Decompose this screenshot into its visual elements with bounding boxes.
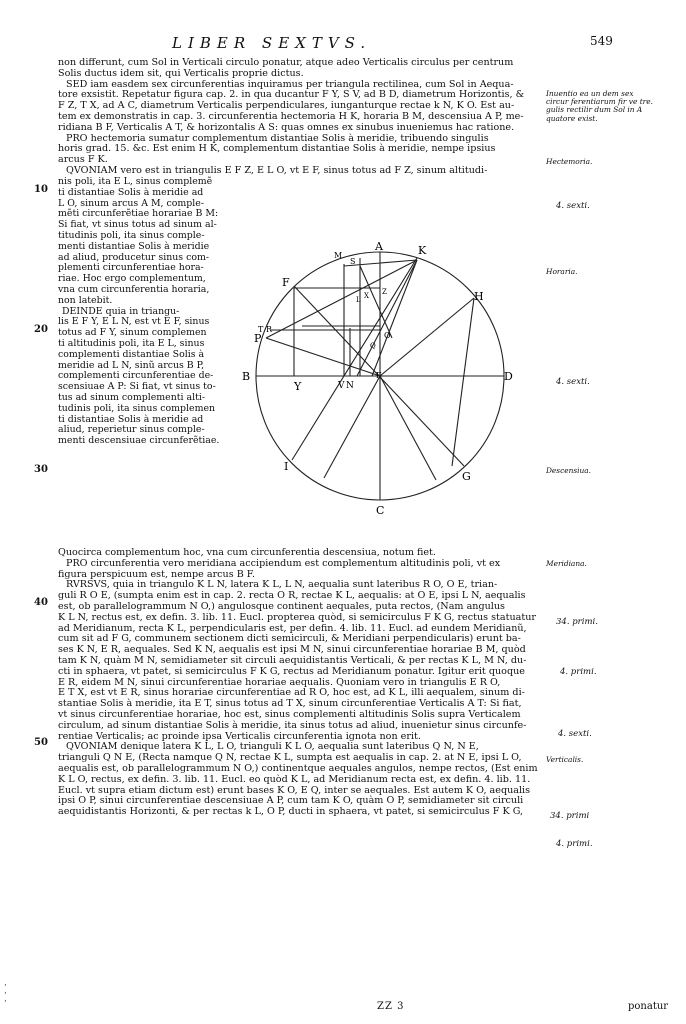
- margin-note: Inuentio ea un dem sex circur ferentiarum fir ve tre. gulis rectilir dum Sol in A quatore exist.: [546, 89, 653, 123]
- line-number: 40: [34, 597, 48, 608]
- catchword: ponatur: [628, 1001, 669, 1012]
- margin-note: 4. primi.: [556, 839, 593, 849]
- text-line: K L O, rectus, ex defin. 3. lib. 11. Eucl. eo quòd K L, ad Meridianum recta est, ex defin. 4. lib. 11.: [58, 773, 531, 785]
- margin-note: 4. sexti.: [556, 377, 590, 387]
- figure-label: S: [350, 257, 356, 266]
- text-line: ridiana B F, Verticalis A T, & horizontalis A S: quas omnes ex sinubus inueniemus hac ratione.: [58, 121, 515, 133]
- figure-label: R: [266, 325, 273, 334]
- text-line: trianguli Q N E, (Recta namque Q N, rectae K L, sumpta est aequalis in cap. 2. at N E, ipsi L O,: [58, 752, 522, 764]
- line-number: 50: [34, 737, 48, 748]
- page-number: 549: [590, 34, 613, 48]
- margin-note: 4. sexti.: [558, 729, 592, 739]
- text-line: E R, eidem M N, sinui circunferentiae horariae aequalis. Quoniam vero in triangulis E R O,: [58, 676, 501, 688]
- text-line: Solis ductus idem sit, qui Verticalis proprie dictus.: [58, 67, 304, 79]
- figure-label: A: [375, 240, 383, 253]
- bottom-text-block: [58, 548, 543, 818]
- text-line: vna cum circunferentia horaria,: [58, 283, 210, 295]
- figure-label: N: [346, 381, 354, 391]
- text-line: ses K N, E R, aequales. Sed K N, aequalis est ipsi M N, sinui circunferentiae horariae B M, quòd: [58, 644, 526, 656]
- figure-label: E: [376, 371, 382, 380]
- figure-label: D: [504, 370, 513, 383]
- text-line: mẽti circunferẽtiae horariae B M:: [58, 208, 219, 220]
- margin-note: Verticalis.: [546, 755, 584, 764]
- figure-label: H: [474, 290, 484, 303]
- text-line: aequalis est, ob parallelogrammum N O,) continentque aequales angulos, nempe rectos, (Est enim: [58, 762, 538, 774]
- text-line: DEINDE quia in triangu-: [62, 305, 180, 317]
- line-number: 30: [34, 464, 48, 475]
- figure-label: X: [364, 292, 369, 300]
- margin-note: Descensiua.: [546, 466, 592, 475]
- text-line: tem ex demonstratis in cap. 3. circunferentia hectemoria H K, horaria B M, descensiua A P, me-: [58, 110, 524, 122]
- text-line: ti distantiae Solis à meridie ad: [58, 186, 204, 198]
- text-line: plementi circunferentiae hora-: [58, 262, 204, 274]
- text-line: riae. Hoc ergo complementum,: [58, 273, 206, 285]
- text-line: circulum, ad sinum distantiae Solis à meridie, ita sinus totus ad aliud, inuenietur sinus circunfe-: [58, 719, 527, 731]
- figure-label: Y: [294, 380, 302, 393]
- text-line: nis poli, ita E L, sinus complemẽ: [58, 176, 213, 187]
- figure-label: M: [334, 251, 343, 260]
- text-line: cum sit ad F G, communem sectionem dicti semicirculi, & Meridiani perpendicularis) erunt ba-: [58, 633, 521, 645]
- text-line: ipsi O P, sinui circunferentiae descensiuae A P, cum tam K O, quàm O P, semidiameter sit circuli: [58, 795, 524, 807]
- text-line: est, ob parallelogrammum N O,) angulosque continent aequales, puta rectos, (Nam angulus: [58, 600, 505, 612]
- top-text-block: [58, 58, 543, 177]
- figure-label: C: [376, 504, 385, 517]
- text-line: lis E F Y, E L N, est vt E F, sinus: [58, 316, 210, 328]
- scan-specks: · · ·: [4, 981, 7, 1007]
- line-number: 10: [34, 184, 48, 195]
- text-line: non latebit.: [58, 294, 113, 306]
- text-line: scensiuae A P: Si fiat, vt sinus to-: [58, 381, 216, 393]
- margin-note: Hectemoria.: [546, 157, 593, 166]
- text-line: E T X, est vt E R, sinus horariae circunferentiae ad R O, hoc est, ad K L, illi aequalem, sinum di-: [58, 687, 525, 699]
- signature-mark: ZZ 3: [377, 1001, 405, 1012]
- figure-label: F: [282, 276, 290, 289]
- text-line: figura perspicuum est, nempe arcus B F.: [58, 568, 256, 580]
- text-line: stantiae Solis à meridie, ita E T, sinus totus ad T X, sinum circunferentiae Verticalis A T: Si fiat,: [58, 698, 522, 710]
- text-line: rentiae Verticalis; ac proinde ipsa Verticalis circunferentia ignota non erit.: [58, 730, 421, 742]
- text-line: ad aliud, producetur sinus com-: [58, 251, 210, 263]
- figure-label: Q: [370, 342, 376, 350]
- text-line: ti altitudinis poli, ita E L, sinus: [58, 337, 205, 349]
- text-line: meridie ad L N, sinũ arcus B P,: [58, 359, 205, 371]
- figure-labels: [242, 240, 513, 517]
- margin-note: Horaria.: [546, 267, 578, 276]
- geometric-figure: [232, 238, 522, 518]
- text-line: vt sinus circunferentiae horariae, hoc est, sinus complementi altitudinis Solis supra Verticalem: [58, 708, 521, 720]
- text-line: tam K N, quàm M N, semidiameter sit circuli aequidistantis Verticali, & per rectas K L, M N, du-: [58, 654, 527, 666]
- text-line: K L N, rectus est, ex defin. 3. lib. 11. Eucl. propterea quòd, si semicirculus F K G, rectus statuatur: [58, 611, 536, 623]
- text-line: non differunt, cum Sol in Verticali circulo ponatur, atque adeo Verticalis circulus per centrum: [58, 57, 514, 68]
- book-title: LIBER SEXTVS.: [172, 34, 372, 52]
- text-line: L O, sinum arcus A M, comple-: [58, 197, 205, 209]
- figure-label: T: [258, 325, 264, 334]
- figure-label: G: [462, 470, 471, 483]
- line-HG: [452, 298, 474, 466]
- text-line: QVONIAM denique latera K L, L O, trianguli K L O, aequalia sunt lateribus Q N, N E,: [66, 741, 479, 753]
- text-line: tudinis poli, ita sinus complemen: [58, 402, 216, 414]
- text-line: RVRSVS, quia in triangulo K L N, latera K L, L N, aequalia sunt lateribus R O, O E, trian-: [66, 579, 498, 591]
- text-line: PRO hectemoria sumatur complementum distantiae Solis à meridie, tribuendo singulis: [66, 132, 489, 144]
- figure-label: P: [254, 332, 262, 345]
- left-column-text: [58, 177, 224, 447]
- text-line: aequidistantis Horizonti, & per rectas k L, O P, ducti in sphaera, vt patet, si semicirculus F K G,: [58, 806, 524, 818]
- text-line: Quocirca complementum hoc, vna cum circunferentia descensiua, notum fiet.: [58, 547, 436, 558]
- text-line: cti in sphaera, vt patet, si semicirculus F K G, rectus ad Meridianum ponatur. Igitur erit quoque: [58, 665, 525, 677]
- text-line: menti distantiae Solis à meridie: [58, 240, 210, 252]
- text-line: ti distantiae Solis à meridie ad: [58, 413, 204, 425]
- text-line: ad Meridianum, recta K L, perpendicularis est, per defin. 4. lib. 11. Eucl. ad eundem Meridianũ,: [58, 622, 527, 634]
- text-line: Si fiat, vt sinus totus ad sinum al-: [58, 219, 217, 231]
- margin-note: Meridiana.: [546, 559, 587, 568]
- margin-note: 4. sexti.: [556, 201, 590, 211]
- margin-note: 34. primi: [550, 811, 590, 821]
- text-line: menti descensiuae circunferẽtiae.: [58, 435, 220, 447]
- text-line: guli R O E, (sumpta enim est in cap. 2. recta O R, rectae K L, aequalis: at O E, ipsi L N, aequalis: [58, 590, 526, 602]
- figure-label: I: [284, 460, 289, 473]
- margin-note: 4. primi.: [560, 667, 597, 677]
- figure-label: K: [418, 244, 427, 257]
- text-line: SED iam easdem sex circunferentias inquiramus per triangula rectilinea, cum Sol in Aequa-: [66, 78, 514, 90]
- figure-label: L: [356, 296, 361, 304]
- text-line: QVONIAM vero est in triangulis E F Z, E L O, vt E F, sinus totus ad F Z, sinum altitudi-: [66, 164, 488, 176]
- text-line: F Z, T X, ad A C, diametrum Verticalis perpendiculares, iunganturque rectae k N, K O. Est au-: [58, 100, 515, 112]
- figure-label: O: [384, 331, 391, 340]
- text-line: complementi distantiae Solis à: [58, 348, 205, 360]
- text-line: aliud, reperietur sinus comple-: [58, 424, 205, 436]
- running-head: [0, 34, 686, 54]
- text-line: horis grad. 15. &c. Est enim H K, complementum distantiae Solis à meridie, nempe ipsius: [58, 143, 496, 155]
- text-line: Eucl. vt supra etiam dictum est) erunt bases K O, E Q, inter se aequales. Est autem K O, aequalis: [58, 784, 531, 796]
- text-line: tore exsistit. Repetatur figura cap. 2. in qua ducantur F Y, S V, ad B D, diametrum Horizontis, &: [58, 89, 525, 101]
- text-line: tus ad sinum complementi alti-: [58, 391, 205, 403]
- text-line: PRO circunferentia vero meridiana accipiendum est complementum altitudinis poli, vt ex: [66, 557, 501, 569]
- text-line: arcus F K.: [58, 154, 108, 166]
- text-line: titudinis poli, ita sinus comple-: [58, 229, 205, 241]
- figure-label: B: [242, 370, 251, 383]
- text-line: complementi circunferentiae de-: [58, 370, 214, 382]
- figure-label: V: [338, 381, 345, 391]
- figure-label: Z: [382, 288, 387, 296]
- line-number: 20: [34, 324, 48, 335]
- text-line: totus ad F Y, sinum complemen: [58, 327, 207, 339]
- margin-note: 34. primi.: [556, 617, 598, 627]
